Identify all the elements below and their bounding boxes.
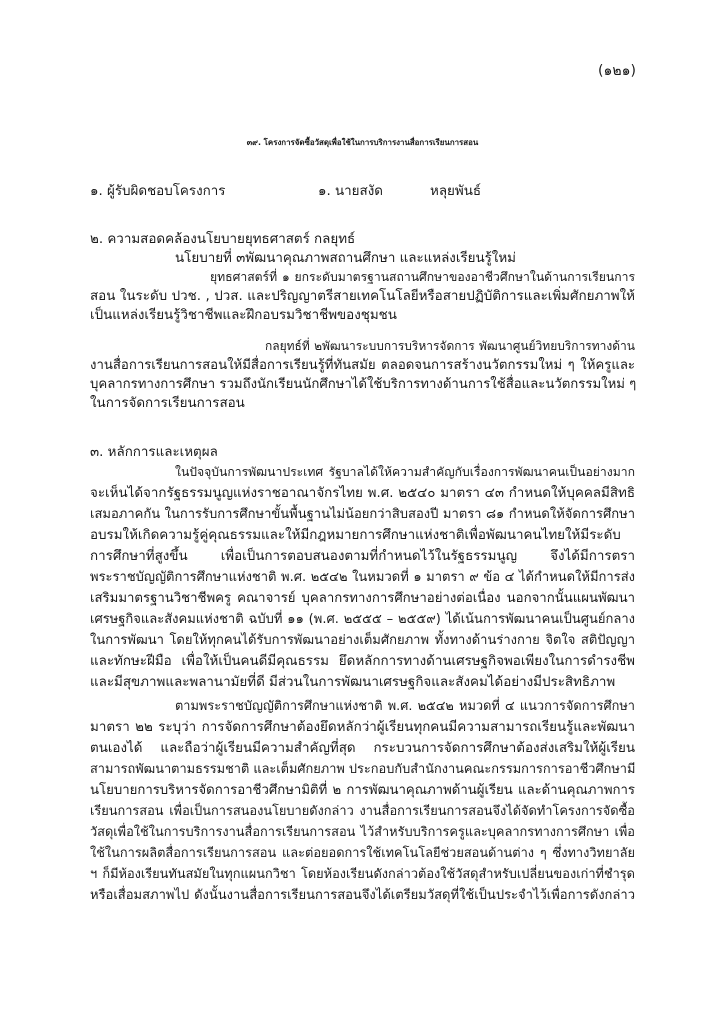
paragraph-line: การศึกษาที่สูงขึ้น เพื่อเป็นการตอบสนองตามที่กำหนดไว้ในรัฐธรรมนูญ จึงได้มีการตรา [90,549,635,564]
paragraph-line: และทักษะฝีมือ เพื่อให้เป็นคนดีมีคุณธรรม ยึดหลักการทางด้านเศรษฐกิจพอเพียงในการดำรงชีพ [90,654,635,669]
paragraph-line: พระราชบัญญัติการศึกษาแห่งชาติ พ.ศ. ๒๕๔๒ ในหมวดที่ ๑ มาตรา ๙ ข้อ ๔ ได้กำหนดให้มีการส่ง [90,570,635,585]
project-title: ๓๙. โครงการจัดซื้อวัสดุเพื่อใช้ในการบริการงานสื่อการเรียนการสอน [246,138,479,147]
paragraph-line: เสริมมาตรฐานวิชาชีพครู คณาจารย์ บุคลากรทางการศึกษาอย่างต่อเนื่อง นอกจากนั้นแผนพัฒนา [90,591,635,606]
tactic-line: กลยุทธ์ที่ ๒พัฒนาระบบการบริหารจัดการ พัฒนาศูนย์วิทยบริการทางด้าน [265,339,635,353]
policy-line: นโยบายที่ ๓พัฒนาคุณภาพสถานศึกษา และแหล่งเรียนรู้ใหม่ [175,251,516,266]
paragraph-line: มาตรา ๒๒ ระบุว่า การจัดการศึกษาต้องยึดหลักว่าผู้เรียนทุกคนมีความสามารถเรียนรู้และพัฒนา [90,720,635,735]
paragraph-line: อบรมให้เกิดความรู้คู่คุณธรรมและให้มีกฎหมายการศึกษาแห่งชาติเพื่อพัฒนาคนไทยให้มีระดับ [90,528,621,543]
paragraph-line: สามารถพัฒนาตามธรรมชาติ และเต็มศักยภาพ ประกอบกับสำนักงานคณะกรรมการการอาชีวศึกษามี [90,762,636,777]
paragraph-line: หรือเสื่อมสภาพไป ดังนั้นงานสื่อการเรียนการสอนจึงได้เตรียมวัสดุที่ใช้เป็นประจำไว้เพื่อการดังกล่าว [90,888,635,903]
paragraph-line: ตามพระราชบัญญัติการศึกษาแห่งชาติ พ.ศ. ๒๕๔๒ หมวดที่ ๔ แนวการจัดการศึกษา [175,699,635,714]
strategy-line: ยุทธศาสตร์ที่ ๑ ยกระดับมาตรฐานสถานศึกษาของอาชีวศึกษาในด้านการเรียนการ [210,270,635,284]
paragraph-line: ใช้ในการผลิตสื่อการเรียนการสอน และต่อยอดการใช้เทคโนโลยีช่วยสอนด้านต่าง ๆ ซึ่งทางวิทยาลัย [90,846,635,861]
page-number: (๑๒๑) [598,63,636,79]
paragraph-line: และมีสุขภาพและพลานามัยที่ดี มีส่วนในการพัฒนาเศรษฐกิจและสังคมได้อย่างมีประสิทธิภาพ [90,675,616,690]
responsible-surname: หลุยพันธ์ [430,184,482,199]
paragraph-line: ฯ ก็มีห้องเรียนทันสมัยในทุกแผนกวิชา โดยห้องเรียนดังกล่าวต้องใช้วัสดุสำหรับเปลี่ยนของเก่าที่ชำรุด [90,867,635,882]
paragraph-line: จะเห็นได้จากรัฐธรรมนูญแห่งราชอาณาจักรไทย พ.ศ. ๒๕๔๐ มาตรา ๔๓ กำหนดให้บุคคลมีสิทธิ [90,486,635,501]
paragraph-line: เศรษฐกิจและสังคมแห่งชาติ ฉบับที่ ๑๑ (พ.ศ. ๒๕๕๕ – ๒๕๕๙) ได้เน้นการพัฒนาคนเป็นศูนย์กลาง [90,612,635,627]
paragraph-line: เรียนการสอน เพื่อเป็นการสนองนโยบายดังกล่าว งานสื่อการเรียนการสอนจึงได้จัดทำโครงการจัดซื้อ [90,804,635,819]
responsible-name: ๑. นายสงัด [318,184,383,199]
tactic-line: บุคลากรทางการศึกษา รวมถึงนักเรียนนักศึกษาได้ใช้บริการทางด้านการใช้สื่อและนวัตกรรมใหม่ ๆ [90,377,637,392]
section2-heading: ๒. ความสอดคล้องนโยบายยุทธศาสตร์ กลยุทธ์ [90,232,356,247]
paragraph-line: ตนเองได้ และถือว่าผู้เรียนมีความสำคัญที่สุด กระบวนการจัดการศึกษาต้องส่งเสริมให้ผู้เรียน [90,741,635,756]
section3-heading: ๓. หลักการและเหตุผล [90,445,218,460]
tactic-line: ในการจัดการเรียนการสอน [90,396,245,411]
paragraph-line: ในปัจจุบันการพัฒนาประเทศ รัฐบาลได้ให้ความสำคัญกับเรื่องการพัฒนาคนเป็นอย่างมาก [175,465,635,479]
paragraph-line: วัสดุเพื่อใช้ในการบริการงานสื่อการเรียนการสอน ไว้สำหรับบริการครูและบุคลากรทางการศึกษา เพื่อ [90,825,635,840]
tactic-line: งานสื่อการเรียนการสอนให้มีสื่อการเรียนรู้ที่ทันสมัย ตลอดจนการสร้างนวัตกรรมใหม่ ๆ ให้ครูและ [90,358,635,373]
strategy-line: เป็นแหล่งเรียนรู้วิชาชีพและฝึกอบรมวิชาชีพของชุมชน [90,308,397,323]
paragraph-line: เสมอภาคกัน ในการรับการศึกษาขั้นพื้นฐานไม่น้อยกว่าสิบสองปี มาตรา ๘๑ กำหนดให้จัดการศึกษา [90,507,635,522]
strategy-line: สอน ในระดับ ปวช. , ปวส. และปริญญาตรีสายเทคโนโลยีหรือสายปฏิบัติการและเพิ่มศักยภาพให้ [90,289,635,304]
responsible-label: ๑. ผู้รับผิดชอบโครงการ [90,184,226,199]
paragraph-line: ในการพัฒนา โดยให้ทุกคนได้รับการพัฒนาอย่างเต็มศักยภาพ ทั้งทางด้านร่างกาย จิตใจ สติปัญญา [90,633,635,648]
paragraph-line: นโยบายการบริหารจัดการอาชีวศึกษามิติที่ ๒ การพัฒนาคุณภาพด้านผู้เรียน และด้านคุณภาพการ [90,783,635,798]
